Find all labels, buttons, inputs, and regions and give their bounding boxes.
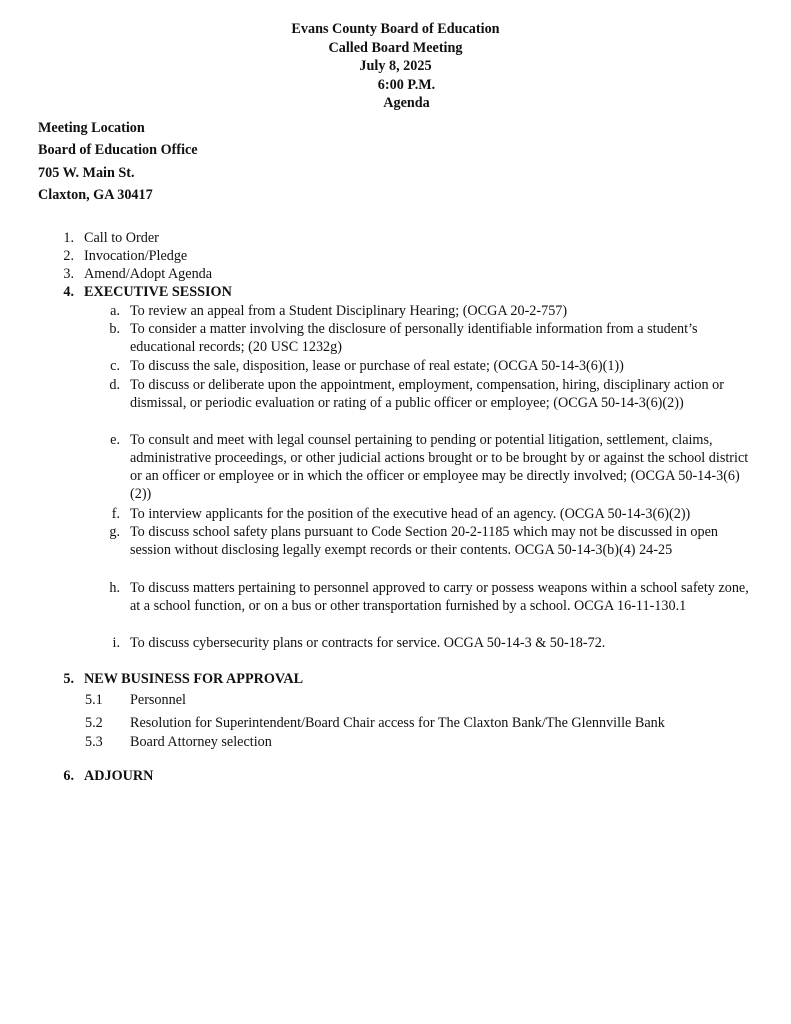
org-name: Evans County Board of Education [291,21,500,37]
item-number: 5. [63,671,74,687]
sub-text: To discuss matters pertaining to personnel approved to carry or possess weapons within a school safety zone, at a school function, or on a bus or other transportation furnished by a school. OCGA 16-11-130.1 [130,580,749,614]
sub-label: f. [111,506,120,522]
sub-text: To discuss cybersecurity plans or contracts for service. OCGA 50-14-3 & 50-18-72. [130,635,606,651]
location-label: Meeting Location [38,120,145,136]
sub-label: e. [110,432,120,448]
item-number: 3. [63,266,74,282]
item-number: 4. [63,284,74,300]
item-number: 1. [63,230,74,246]
sub-label: b. [109,321,120,337]
location-place: Board of Education Office [38,142,198,159]
sub-label: 5.3 [85,734,103,750]
meeting-time: 6:00 P.M. [377,76,436,93]
meeting-type: Called Board Meeting [328,39,463,56]
sub-text: Resolution for Superintendent/Board Chair access for The Claxton Bank/The Glennville Bank [130,715,665,731]
item-number: 6. [63,768,74,784]
sub-text: To consider a matter involving the disclosure of personally identifiable information from a student’s educational records; (20 USC 1232g) [130,321,698,355]
section-title: ADJOURN [84,768,154,784]
sub-text: Personnel [130,692,186,708]
sub-text: To consult and meet with legal counsel pertaining to pending or potential litigation, settlement, claims, administrative proceedings, or other judicial actions brought or to be brought by or against the school district or an officer or employee or in which the officer or employee may be directly involved; (OCGA 50-14-3(6)(2)) [130,432,749,502]
location-city: Claxton, GA 30417 [38,186,153,203]
meeting-location [38,117,198,206]
sub-label: 5.2 [85,715,103,731]
meeting-date: July 8, 2025 [359,58,432,74]
sub-label: h. [109,580,120,596]
sub-text: To discuss school safety plans pursuant to Code Section 20-2-1185 which may not be discussed in open session without disclosing legally exempt records or their contents. OCGA 50-14-3(b)(4) 24-25 [130,524,718,558]
section-title: NEW BUSINESS FOR APPROVAL [84,671,304,687]
sub-label: 5.1 [85,692,103,708]
sub-label: i. [112,635,120,651]
section-title: EXECUTIVE SESSION [84,284,232,300]
sub-label: a. [110,303,120,319]
item-number: 2. [63,248,74,264]
item-text: Amend/Adopt Agenda [84,266,213,282]
agenda-header [0,20,791,113]
document-title: Agenda [383,95,430,111]
sub-label: d. [109,377,120,393]
sub-label: c. [110,358,120,374]
sub-label: g. [109,524,120,540]
sub-text: To review an appeal from a Student Disciplinary Hearing; (OCGA 20-2-757) [130,303,568,319]
location-street: 705 W. Main St. [38,164,135,181]
sub-text: To interview applicants for the position of the executive head of an agency. (OCGA 50-14-3(6)(2)) [130,506,691,522]
sub-text: Board Attorney selection [130,734,272,750]
sub-text: To discuss or deliberate upon the appointment, employment, compensation, hiring, disciplinary action or dismissal, or periodic evaluation or rating of a public officer or employee; (OCGA 50-14-3(6)(2)) [130,377,724,411]
item-text: Call to Order [84,230,159,246]
sub-text: To discuss the sale, disposition, lease or purchase of real estate; (OCGA 50-14-3(6)(1)) [130,358,624,374]
item-text: Invocation/Pledge [84,248,188,264]
